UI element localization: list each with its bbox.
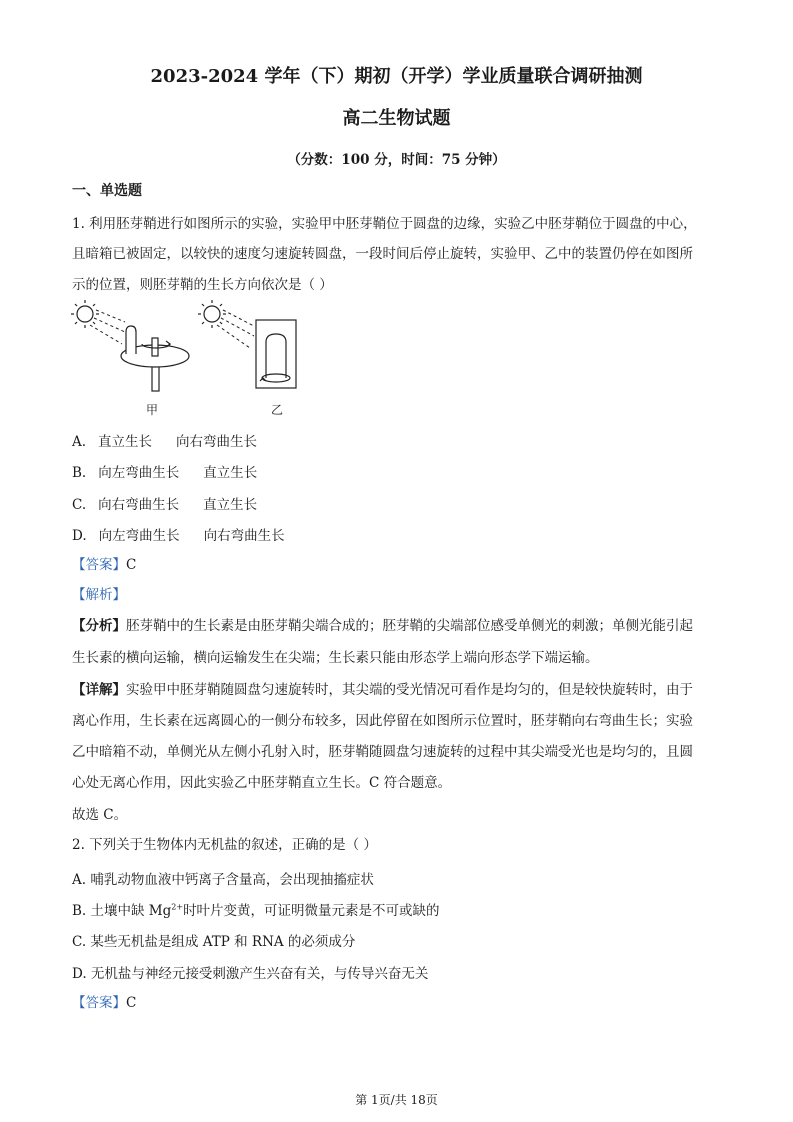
rotating-plate-a (121, 326, 189, 391)
q1-conclusion: 故选 C。 (72, 807, 128, 823)
figure-label-b: 乙 (271, 403, 284, 417)
figure-label-a: 甲 (146, 403, 159, 417)
q2-stem: 2. 下列关于生物体内无机盐的叙述，正确的是（ ） (72, 837, 377, 853)
sun-icon-b (198, 300, 226, 328)
q1-detail-line-4: 心处无离心作用，因此实验乙中胚芽鞘直立生长。C 符合题意。 (72, 775, 452, 791)
q2-option-c[interactable]: C. 某些无机盐是组成 ATP 和 RNA 的必须成分 (72, 934, 356, 950)
q1-figure (70, 298, 310, 420)
dark-box-b (256, 320, 296, 388)
q1-option-b[interactable]: B. 向左弯曲生长 直立生长 (72, 465, 258, 481)
q2-option-b[interactable]: B. 土壤中缺 $Mg^{2+}$时叶片变黄，可证明微量元素是不可或缺的 (72, 902, 440, 919)
q1-fenxi-line-2: 生长素的横向运输，横向运输发生在尖端；生长素只能由形态学上端向形态学下端运输。 (72, 650, 599, 666)
q2-option-d[interactable]: D. 无机盐与神经元接受刺激产生兴奋有关，与传导兴奋无关 (72, 966, 429, 982)
q1-answer: 【答案】C (72, 557, 137, 573)
q1-stem-line-3: 示的位置，则胚芽鞘的生长方向依次是（ ） (72, 277, 333, 293)
q1-detail-line-2: 离心作用，生长素在远离圆心的一侧分布较多，因此停留在如图所示位置时，胚芽鞘向右弯曲生长；实验 (72, 713, 693, 729)
q1-detail-line-1: 【详解】实验甲中胚芽鞘随圆盘匀速旋转时，其尖端的受光情况可看作是均匀的，但是较快旋转时，由于 (72, 682, 693, 698)
q1-option-a[interactable]: A. 直立生长 向右弯曲生长 (72, 434, 258, 450)
q1-stem-line-1: 1. 利用胚芽鞘进行如图所示的实验，实验甲中胚芽鞘位于圆盘的边缘，实验乙中胚芽鞘位于圆盘的中心， (72, 216, 697, 232)
q2-option-a[interactable]: A. 哺乳动物血液中钙离子含量高，会出现抽搐症状 (72, 872, 374, 888)
q1-option-c[interactable]: C. 向右弯曲生长 直立生长 (72, 497, 258, 513)
q1-fenxi-line-1: 【分析】胚芽鞘中的生长素是由胚芽鞘尖端合成的；胚芽鞘的尖端部位感受单侧光的刺激；单侧光能引起 (72, 618, 693, 634)
section-heading: 一、单选题 (72, 183, 142, 199)
exam-subtitle: 高二生物试题 (342, 108, 451, 129)
page-footer: 第 1页/共 18页 (355, 1093, 438, 1107)
exam-title: 2023-2024 学年（下）期初（开学）学业质量联合调研抽测 (150, 66, 643, 87)
sun-icon-a (71, 300, 99, 328)
q2-answer: 【答案】C (72, 995, 137, 1011)
q1-option-d[interactable]: D. 向左弯曲生长 向右弯曲生长 (72, 528, 285, 544)
q1-analysis-tag: 【解析】 (72, 587, 126, 603)
q1-detail-line-3: 乙中暗箱不动，单侧光从左侧小孔射入时，胚芽鞘随圆盘匀速旋转的过程中其尖端受光也是均匀的，且圆 (72, 744, 693, 760)
exam-meta: （分数：100 分，时间：75 分钟） (287, 152, 506, 168)
q1-stem-line-2: 且暗箱已被固定，以较快的速度匀速旋转圆盘，一段时间后停止旋转，实验甲、乙中的装置仍停在如图所 (72, 246, 693, 262)
